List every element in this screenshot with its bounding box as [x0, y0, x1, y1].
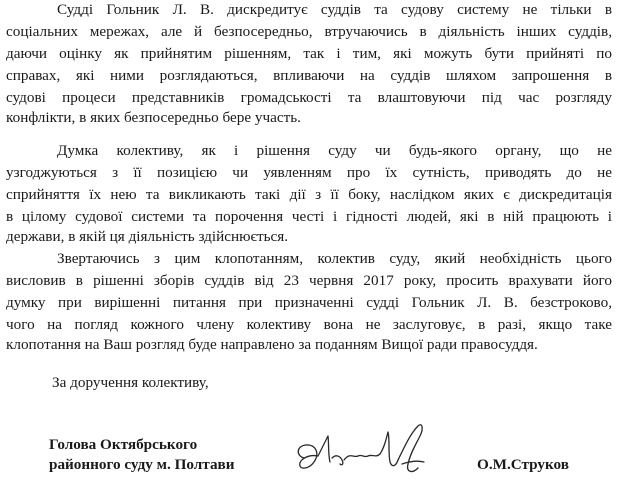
text-line: даючи оцінку як прийнятим рішенням, так і тим, які можуть бути прийняті по	[6, 45, 612, 62]
handwritten-signature	[292, 418, 442, 478]
signatory-title-line2: районного суду м. Полтави	[49, 456, 235, 473]
signatory-name: О.М.Струков	[477, 456, 569, 473]
closing-line: За доручення колективу,	[52, 374, 209, 391]
text-line: думку при вирішенні питання при призначенні судді Гольник Л. В. безстроково,	[6, 294, 612, 311]
text-line: конфлікти, в яких безпосередньо бере участь.	[6, 109, 301, 126]
text-line: справах, які ними розглядаються, впливаючи на суддів шляхом запрошення в	[6, 67, 612, 84]
text-line: Судді Гольник Л. В. дискредитує суддів та судову систему не тільки в	[57, 1, 612, 18]
text-line: Звертаючись з цим клопотанням, колектив суду, який необхідність цього	[57, 250, 612, 267]
text-line: чого на погляд кожного члену колективу вона не заслуговує, в разі, якщо таке	[6, 316, 612, 333]
text-line: держави, в якій ця діяльність здійснюється.	[6, 228, 289, 245]
text-line: в цілому судової системи та порочення честі і гідності людей, які в ній працюють і	[6, 208, 612, 225]
text-line: висловив в рішенні зборів суддів від 23 червня 2017 року, просить врахувати його	[6, 272, 612, 289]
signatory-title-line1: Голова Октябрського	[49, 436, 198, 453]
text-line: судові процеси представників громадськості та влаштовуючи під час розгляду	[6, 89, 612, 106]
text-line: Думка колективу, як і рішення суду чи будь-якого органу, що не	[57, 142, 612, 159]
text-line: клопотання на Ваш розгляд буде направлено за поданням Вищої ради правосуддя.	[6, 336, 538, 353]
text-line: узгоджуються з її позицією чи уявленням про їх сутність, приводять до не	[6, 164, 612, 181]
text-line: соціальних мережах, але й безпосередньо, втручаючись в діяльність інших суддів,	[6, 23, 612, 40]
text-line: сприйняття їх нею та викликають такі дії з її боку, наслідком яких є дискредитація	[6, 186, 612, 203]
